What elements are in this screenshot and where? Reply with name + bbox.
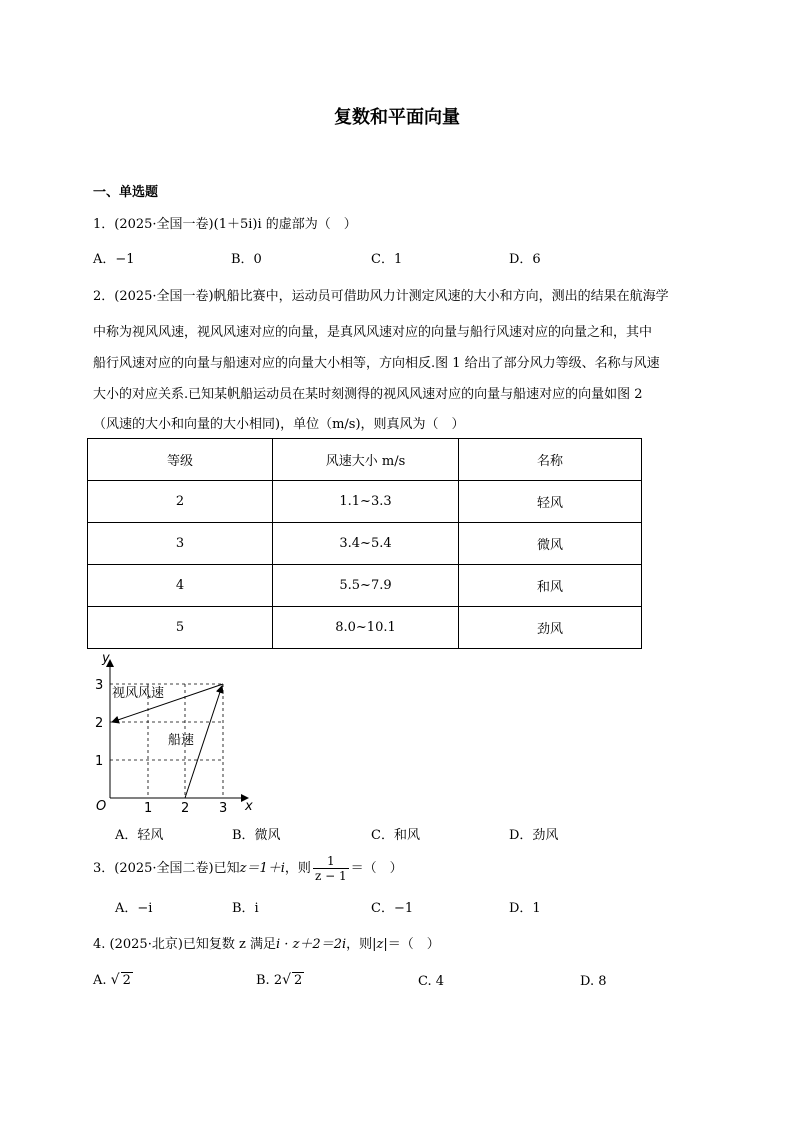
fraction-denominator: z − 1	[314, 869, 347, 883]
table-row	[88, 481, 642, 523]
vector-figure	[88, 650, 258, 815]
x-axis-label: x	[245, 799, 253, 814]
q2-stem-line-5: （风速的大小和向量的大小相同)，单位（m/s)，则真风为（ ）	[93, 417, 465, 432]
coefficient: 2	[273, 973, 283, 988]
q4-condition: i · z＋2＝2i	[276, 937, 347, 952]
q2-stem-line-2: 中称为视风风速，视风风速对应的向量，是真风风速对应的向量与船行风速对应的向量之和，其中	[93, 325, 653, 340]
table-cell: 4	[88, 565, 273, 607]
origin-label: O	[96, 799, 107, 814]
q2-stem-line-1: 2．(2025·全国一卷)帆船比赛中，运动员可借助风力计测定风速的大小和方向，测出的结果在航海学	[93, 289, 669, 304]
q3-option-d[interactable]: D．1	[509, 901, 541, 916]
table-cell: 微风	[459, 523, 642, 565]
option-prefix: B.	[256, 973, 270, 988]
radicand: 2	[122, 973, 131, 988]
radicand: 2	[294, 973, 303, 988]
q2-option-c[interactable]: C．和风	[371, 828, 420, 843]
table-row	[88, 523, 642, 565]
table-cell: 轻风	[459, 481, 642, 523]
grid-lines	[110, 684, 223, 798]
option-prefix: A.	[93, 973, 107, 988]
q1-option-a[interactable]: A．−1	[93, 252, 135, 267]
table-cell: 3.4~5.4	[273, 523, 459, 565]
x-tick-label: 3	[219, 801, 228, 815]
table-cell: 5.5~7.9	[273, 565, 459, 607]
wind-level-table	[87, 438, 642, 649]
table-cell: 3	[88, 523, 273, 565]
q1-option-b[interactable]: B．0	[231, 252, 262, 267]
y-tick-label: 2	[95, 716, 104, 731]
q3-stem	[93, 854, 403, 883]
q1-option-c[interactable]: C．1	[371, 252, 403, 267]
table-header-row	[88, 439, 642, 481]
q2-stem-line-4: 大小的对应关系.已知某帆船运动员在某时刻测得的视风风速对应的向量与船速对应的向量如图 2	[93, 387, 643, 402]
table-header-cell: 名称	[459, 439, 642, 481]
table-cell: 8.0~10.1	[273, 607, 459, 649]
page-title: 复数和平面向量	[334, 107, 460, 128]
q4-option-b[interactable]	[256, 972, 304, 988]
q2-option-b[interactable]: B．微风	[232, 828, 281, 843]
fraction-numerator: 1	[313, 854, 349, 869]
table-cell: 2	[88, 481, 273, 523]
table-header-cell: 风速大小 m/s	[273, 439, 459, 481]
q4-abs: |z|	[372, 937, 388, 952]
q1-option-d[interactable]: D．6	[509, 252, 541, 267]
sqrt-icon: √	[110, 972, 120, 988]
table-row	[88, 607, 642, 649]
table-header-cell: 等级	[88, 439, 273, 481]
q4-stem-text: ＝（ ）	[387, 937, 440, 952]
q3-stem-text: ，则	[284, 861, 311, 876]
q3-stem-text: 3．(2025·全国二卷)已知	[93, 861, 240, 876]
apparent-wind-label: 视风风速	[112, 686, 165, 701]
q3-option-b[interactable]: B．i	[232, 901, 259, 916]
y-tick-label: 3	[95, 678, 104, 693]
section-heading: 一、单选题	[93, 185, 159, 200]
q2-option-a[interactable]: A．轻风	[115, 828, 164, 843]
y-axis-label: y	[102, 651, 110, 666]
table-cell: 1.1~3.3	[273, 481, 459, 523]
q3-option-c[interactable]: C．−1	[371, 901, 414, 916]
table-cell: 和风	[459, 565, 642, 607]
q1-stem: 1．(2025·全国一卷)(1＋5i)i 的虚部为（ ）	[93, 217, 357, 232]
q2-option-d[interactable]: D．劲风	[509, 828, 559, 843]
y-tick-label: 1	[95, 754, 104, 769]
q3-condition: z＝1＋i	[239, 861, 285, 876]
table-row	[88, 565, 642, 607]
q3-fraction	[313, 854, 349, 883]
q3-option-a[interactable]: A．−i	[115, 901, 153, 916]
q2-stem-line-3: 船行风速对应的向量与船速对应的向量大小相等，方向相反.图 1 给出了部分风力等级、名称与风速	[93, 356, 660, 371]
q3-stem-text: ＝（ ）	[350, 861, 403, 876]
x-tick-label: 2	[181, 801, 190, 815]
q4-option-a[interactable]	[93, 972, 133, 988]
q4-option-c[interactable]: C. 4	[418, 974, 445, 989]
q4-stem-text: ，则	[346, 937, 373, 952]
q4-stem-text: 4. (2025·北京)已知复数 z 满足	[93, 937, 277, 952]
boat-speed-label: 船速	[168, 733, 195, 748]
table-cell: 劲风	[459, 607, 642, 649]
x-tick-label: 1	[144, 801, 153, 815]
sqrt-icon: √	[282, 972, 292, 988]
q4-stem	[93, 933, 440, 952]
table-cell: 5	[88, 607, 273, 649]
q4-option-d[interactable]: D. 8	[580, 974, 607, 989]
